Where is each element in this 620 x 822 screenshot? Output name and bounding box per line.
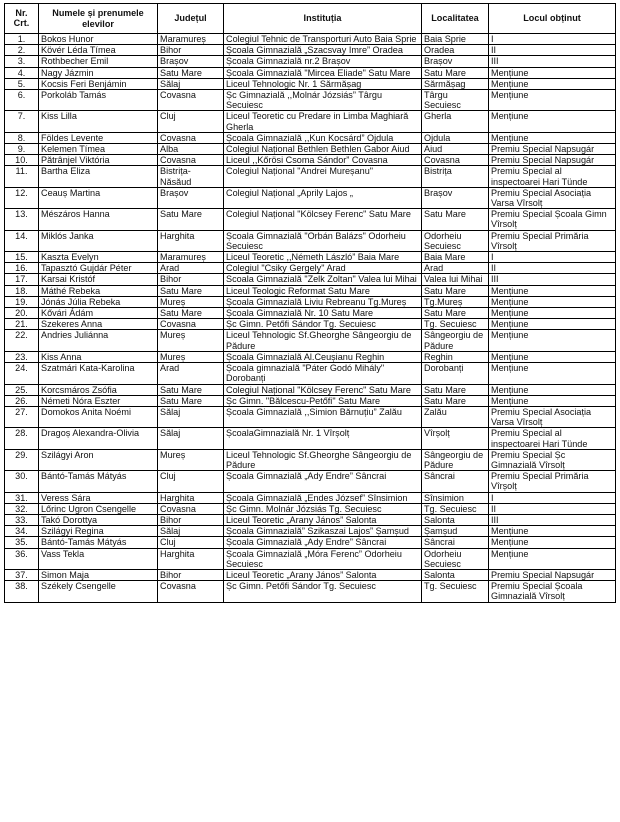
header-nr: Nr. Crt. [5,4,39,34]
place-obtained-cell: Premiu Special Școala Gimn Vîrsolț [489,209,616,230]
student-name-cell: Kocsis Feri Benjámin [39,78,158,89]
county-cell: Covasna [158,132,224,143]
student-name-cell: Bartha Eliza [39,166,158,187]
locality-cell: Tg.Mureș [422,296,489,307]
table-row [5,67,616,78]
table-row [5,90,616,111]
institution-cell: Liceul Teologic Reformat Satu Mare [224,285,422,296]
institution-cell: Colegiul Tehnic de Transporturi Auto Baia Sprie [224,34,422,45]
place-obtained-cell: Premiu Special Primăria Vîrșolț [489,471,616,492]
table-row [5,449,616,470]
row-number-cell: 5. [5,78,39,89]
institution-cell: Liceul Teoretic „Arany János” Salonta [224,514,422,525]
header-name: Numele și prenumele elevilor [39,4,158,34]
locality-cell: Sînsimion [422,492,489,503]
locality-cell: Zalău [422,406,489,427]
student-name-cell: Máthé Rebeka [39,285,158,296]
row-number-cell: 34. [5,526,39,537]
locality-cell: Arad [422,263,489,274]
place-obtained-cell: Mențiune [489,537,616,548]
locality-cell: Aiud [422,144,489,155]
student-name-cell: Pătrânjel Viktória [39,155,158,166]
county-cell: Satu Mare [158,308,224,319]
row-number-cell: 10. [5,155,39,166]
county-cell: Brașov [158,56,224,67]
results-table [4,3,616,603]
table-row [5,526,616,537]
county-cell: Mureș [158,449,224,470]
table-row [5,230,616,251]
institution-cell: Școala Gimnazială „Móra Ferenc” Odorheiu Secuiesc [224,548,422,569]
institution-cell: Liceul ,,Kőrösi Csoma Sándor” Covasna [224,155,422,166]
locality-cell: Șamșud [422,526,489,537]
row-number-cell: 6. [5,90,39,111]
row-number-cell: 21. [5,319,39,330]
county-cell: Cluj [158,537,224,548]
student-name-cell: Kaszta Evelyn [39,252,158,263]
locality-cell: Valea lui Mihai [422,274,489,285]
county-cell: Maramureș [158,252,224,263]
county-cell: Brașov [158,187,224,208]
table-row [5,428,616,449]
county-cell: Sălaj [158,428,224,449]
county-cell: Covasna [158,319,224,330]
locality-cell: Odorheiu Secuiesc [422,548,489,569]
place-obtained-cell: Mențiune [489,308,616,319]
row-number-cell: 19. [5,296,39,307]
institution-cell: Liceul Tehnologic Nr. 1 Sărmășag [224,78,422,89]
locality-cell: Salonta [422,569,489,580]
county-cell: Bihor [158,569,224,580]
institution-cell: Școala Gimnazială "Mircea Eliade" Satu Mare [224,67,422,78]
table-row [5,45,616,56]
place-obtained-cell: II [489,263,616,274]
institution-cell: Liceul Tehnologic Sf.Gheorghe Sângeorgiu de Pădure [224,449,422,470]
student-name-cell: Bántó-Tamás Mátyás [39,537,158,548]
row-number-cell: 11. [5,166,39,187]
place-obtained-cell: Premiu Special Șc Gimnazială Vîrsolț [489,449,616,470]
county-cell: Alba [158,144,224,155]
student-name-cell: Kiss Lilla [39,111,158,132]
locality-cell: Sângeorgiu de Pădure [422,330,489,351]
student-name-cell: Jónás Júlia Rebeka [39,296,158,307]
row-number-cell: 24. [5,363,39,384]
table-row [5,209,616,230]
table-row [5,78,616,89]
locality-cell: Odorheiu Secuiesc [422,230,489,251]
row-number-cell: 27. [5,406,39,427]
place-obtained-cell: Mențiune [489,548,616,569]
student-name-cell: Karsai Kristóf [39,274,158,285]
county-cell: Sălaj [158,406,224,427]
place-obtained-cell: Mențiune [489,319,616,330]
institution-cell: Scoala Gimnazială "Zelk Zoltan" Valea lui Mihai [224,274,422,285]
locality-cell: Sângeorgiu de Pădure [422,449,489,470]
county-cell: Mureș [158,330,224,351]
table-row [5,296,616,307]
institution-cell: Colegiul Național „Aprily Lajos „ [224,187,422,208]
county-cell: Arad [158,263,224,274]
row-number-cell: 18. [5,285,39,296]
place-obtained-cell: I [489,34,616,45]
place-obtained-cell: Mențiune [489,132,616,143]
place-obtained-cell: Premiu Special Primăria Vîrsolț [489,230,616,251]
student-name-cell: Tapasztó Gujdár Péter [39,263,158,274]
table-row [5,252,616,263]
place-obtained-cell: Premiu Special Napsugár [489,569,616,580]
county-cell: Sălaj [158,526,224,537]
institution-cell: Școala Gimnazială „Szacsvay Imre” Oradea [224,45,422,56]
county-cell: Bihor [158,274,224,285]
institution-cell: Colegiul "Csiky Gergely" Arad [224,263,422,274]
student-name-cell: Lőrinc Ugron Csengelle [39,503,158,514]
locality-cell: Gherla [422,111,489,132]
place-obtained-cell: III [489,514,616,525]
student-name-cell: Szatmári Kata-Karolina [39,363,158,384]
student-name-cell: Kelemen Tímea [39,144,158,155]
student-name-cell: Miklós Janka [39,230,158,251]
institution-cell: Șc Gimnazială ,,Molnár Józsiás” Târgu Secuiesc [224,90,422,111]
table-row [5,384,616,395]
locality-cell: Satu Mare [422,308,489,319]
institution-cell: Școala Gimnazială nr.2 Brașov [224,56,422,67]
institution-cell: Liceul Teoretic ,,Németh László” Baia Mare [224,252,422,263]
institution-cell: Școala gimnazială "Páter Godó Mihály" Dorobanți [224,363,422,384]
row-number-cell: 16. [5,263,39,274]
table-row [5,330,616,351]
table-row [5,569,616,580]
table-body [5,34,616,603]
institution-cell: Școala Gimnazială ,,Kun Kocsárd” Ojdula [224,132,422,143]
county-cell: Bihor [158,45,224,56]
student-name-cell: Bántó-Tamás Mátyás [39,471,158,492]
table-row [5,406,616,427]
place-obtained-cell: Mențiune [489,363,616,384]
row-number-cell: 17. [5,274,39,285]
row-number-cell: 13. [5,209,39,230]
row-number-cell: 2. [5,45,39,56]
institution-cell: Școala Gimnazială „Ady Endre” Sâncrai [224,471,422,492]
place-obtained-cell: III [489,56,616,67]
county-cell: Satu Mare [158,395,224,406]
place-obtained-cell: Mențiune [489,526,616,537]
locality-cell: Sărmășag [422,78,489,89]
student-name-cell: Vass Tekla [39,548,158,569]
student-name-cell: Szilágyi Aron [39,449,158,470]
row-number-cell: 7. [5,111,39,132]
place-obtained-cell: Premiu Special Școala Gimnazială Vîrsolț [489,581,616,602]
county-cell: Bihor [158,514,224,525]
student-name-cell: Domokos Anita Noémi [39,406,158,427]
county-cell: Harghita [158,492,224,503]
institution-cell: Liceul Teoretic cu Predare in Limba Maghiară Gherla [224,111,422,132]
institution-cell: Colegiul Național "Andrei Mureșanu" [224,166,422,187]
place-obtained-cell: Premiu Special Asociația Varsa Vîrsolț [489,187,616,208]
row-number-cell: 15. [5,252,39,263]
student-name-cell: Dragoș Alexandra-Olivia [39,428,158,449]
table-row [5,285,616,296]
county-cell: Sălaj [158,78,224,89]
table-row [5,308,616,319]
place-obtained-cell: Mențiune [489,330,616,351]
county-cell: Maramureș [158,34,224,45]
table-row [5,319,616,330]
institution-cell: Școala Gimnazială Al.Ceușianu Reghin [224,351,422,362]
table-row [5,34,616,45]
row-number-cell: 3. [5,56,39,67]
table-row [5,155,616,166]
place-obtained-cell: Mențiune [489,90,616,111]
county-cell: Harghita [158,548,224,569]
locality-cell: Sâncrai [422,537,489,548]
student-name-cell: Mészáros Hanna [39,209,158,230]
institution-cell: Șc Gimn. Molnár Józsiás Tg. Secuiesc [224,503,422,514]
place-obtained-cell: Premiu Special Napsugár [489,144,616,155]
row-number-cell: 23. [5,351,39,362]
row-number-cell: 25. [5,384,39,395]
student-name-cell: Korcsmáros Zsófia [39,384,158,395]
locality-cell: Satu Mare [422,395,489,406]
institution-cell: Școala Gimnazială ,,Simion Bărnuțiu” Zalău [224,406,422,427]
row-number-cell: 35. [5,537,39,548]
county-cell: Bistrița-Năsăud [158,166,224,187]
place-obtained-cell: Mențiune [489,395,616,406]
institution-cell: Colegiul Național "Kölcsey Ferenc" Satu Mare [224,384,422,395]
row-number-cell: 20. [5,308,39,319]
student-name-cell: Ceauș Martina [39,187,158,208]
locality-cell: Bistrița [422,166,489,187]
locality-cell: Vîrșolț [422,428,489,449]
row-number-cell: 32. [5,503,39,514]
table-row [5,144,616,155]
county-cell: Covasna [158,155,224,166]
place-obtained-cell: Mențiune [489,67,616,78]
table-row [5,548,616,569]
institution-cell: Colegiul Național "Kölcsey Ferenc" Satu Mare [224,209,422,230]
table-row [5,274,616,285]
institution-cell: Șc Gimn. Petőfi Sándor Tg. Secuiesc [224,581,422,602]
row-number-cell: 30. [5,471,39,492]
header-locality: Localitatea [422,4,489,34]
institution-cell: Școala Gimnazială "Orbán Balázs" Odorheiu Secuiesc [224,230,422,251]
county-cell: Cluj [158,111,224,132]
place-obtained-cell: II [489,503,616,514]
row-number-cell: 12. [5,187,39,208]
student-name-cell: Takó Dorottya [39,514,158,525]
table-row [5,395,616,406]
student-name-cell: Veress Sára [39,492,158,503]
table-row [5,132,616,143]
row-number-cell: 26. [5,395,39,406]
county-cell: Harghita [158,230,224,251]
place-obtained-cell: Mențiune [489,351,616,362]
institution-cell: Liceul Teoretic „Arany János” Salonta [224,569,422,580]
place-obtained-cell: I [489,252,616,263]
student-name-cell: Kővári Ádám [39,308,158,319]
institution-cell: Colegiul Național Bethlen Bethlen Gabor Aiud [224,144,422,155]
row-number-cell: 29. [5,449,39,470]
header-institution: Instituția [224,4,422,34]
table-row [5,537,616,548]
table-row [5,187,616,208]
locality-cell: Sâncrai [422,471,489,492]
locality-cell: Salonta [422,514,489,525]
row-number-cell: 22. [5,330,39,351]
student-name-cell: Andries Juliánna [39,330,158,351]
county-cell: Covasna [158,90,224,111]
table-row [5,363,616,384]
locality-cell: Reghin [422,351,489,362]
institution-cell: Școala Gimnazială” Szikaszai Lajos” Șamșud [224,526,422,537]
locality-cell: Tg. Secuiesc [422,319,489,330]
locality-cell: Satu Mare [422,67,489,78]
institution-cell: Școala Gimnazială „Ady Endre” Sâncrai [224,537,422,548]
row-number-cell: 28. [5,428,39,449]
locality-cell: Satu Mare [422,285,489,296]
row-number-cell: 4. [5,67,39,78]
locality-cell: Tg. Secuiesc [422,581,489,602]
table-row [5,166,616,187]
locality-cell: Brașov [422,56,489,67]
place-obtained-cell: I [489,492,616,503]
county-cell: Mureș [158,296,224,307]
locality-cell: Satu Mare [422,384,489,395]
row-number-cell: 38. [5,581,39,602]
place-obtained-cell: Mențiune [489,78,616,89]
place-obtained-cell: Premiu Special Napsugár [489,155,616,166]
institution-cell: Școala Gimnazială Nr. 10 Satu Mare [224,308,422,319]
locality-cell: Oradea [422,45,489,56]
table-row [5,503,616,514]
student-name-cell: Nagy Jázmin [39,67,158,78]
institution-cell: Șc Gimn. Petőfi Sándor Tg. Secuiesc [224,319,422,330]
student-name-cell: Németi Nóra Eszter [39,395,158,406]
student-name-cell: Székely Csengelle [39,581,158,602]
county-cell: Mureș [158,351,224,362]
locality-cell: Baia Sprie [422,34,489,45]
place-obtained-cell: Mențiune [489,111,616,132]
institution-cell: Școala Gimnazială Liviu Rebreanu Tg.Mureș [224,296,422,307]
place-obtained-cell: Premiu Special al inspectoarei Hari Tünde [489,166,616,187]
locality-cell: Brașov [422,187,489,208]
header-place: Locul obținut [489,4,616,34]
locality-cell: Ojdula [422,132,489,143]
student-name-cell: Szekeres Anna [39,319,158,330]
row-number-cell: 1. [5,34,39,45]
student-name-cell: Bokos Hunor [39,34,158,45]
place-obtained-cell: II [489,45,616,56]
results-table-container [4,3,616,603]
student-name-cell: Rothbecher Emil [39,56,158,67]
table-row [5,471,616,492]
row-number-cell: 14. [5,230,39,251]
header-county: Județul [158,4,224,34]
county-cell: Satu Mare [158,384,224,395]
county-cell: Satu Mare [158,67,224,78]
institution-cell: ȘcoalaGimnazială Nr. 1 Vîrșolț [224,428,422,449]
row-number-cell: 33. [5,514,39,525]
institution-cell: Liceul Tehnologic Sf.Gheorghe Sângeorgiu de Pădure [224,330,422,351]
student-name-cell: Kiss Anna [39,351,158,362]
county-cell: Satu Mare [158,209,224,230]
row-number-cell: 36. [5,548,39,569]
table-row [5,111,616,132]
county-cell: Covasna [158,503,224,514]
place-obtained-cell: Mențiune [489,296,616,307]
table-row [5,351,616,362]
row-number-cell: 9. [5,144,39,155]
place-obtained-cell: Premiu Special al inspectoarei Hari Tünde [489,428,616,449]
student-name-cell: Porkoláb Tamás [39,90,158,111]
locality-cell: Dorobanți [422,363,489,384]
table-row [5,263,616,274]
county-cell: Satu Mare [158,285,224,296]
county-cell: Covasna [158,581,224,602]
table-row [5,56,616,67]
locality-cell: Satu Mare [422,209,489,230]
locality-cell: Tg. Secuiesc [422,503,489,514]
institution-cell: Șc Gimn. "Bălcescu-Petőfi" Satu Mare [224,395,422,406]
row-number-cell: 31. [5,492,39,503]
header-row [5,4,616,34]
student-name-cell: Simon Maja [39,569,158,580]
table-header [5,4,616,34]
table-row [5,581,616,602]
place-obtained-cell: Mențiune [489,384,616,395]
locality-cell: Baia Mare [422,252,489,263]
institution-cell: Școala Gimnazială „Endes József” Sînsimion [224,492,422,503]
place-obtained-cell: Mențiune [489,285,616,296]
student-name-cell: Szilágyi Regina [39,526,158,537]
county-cell: Arad [158,363,224,384]
student-name-cell: Kövér Léda Tímea [39,45,158,56]
place-obtained-cell: III [489,274,616,285]
locality-cell: Târgu Secuiesc [422,90,489,111]
table-row [5,492,616,503]
county-cell: Cluj [158,471,224,492]
table-row [5,514,616,525]
row-number-cell: 37. [5,569,39,580]
student-name-cell: Földes Levente [39,132,158,143]
locality-cell: Covasna [422,155,489,166]
place-obtained-cell: Premiu Special Asociația Varsa Vîrsolț [489,406,616,427]
row-number-cell: 8. [5,132,39,143]
